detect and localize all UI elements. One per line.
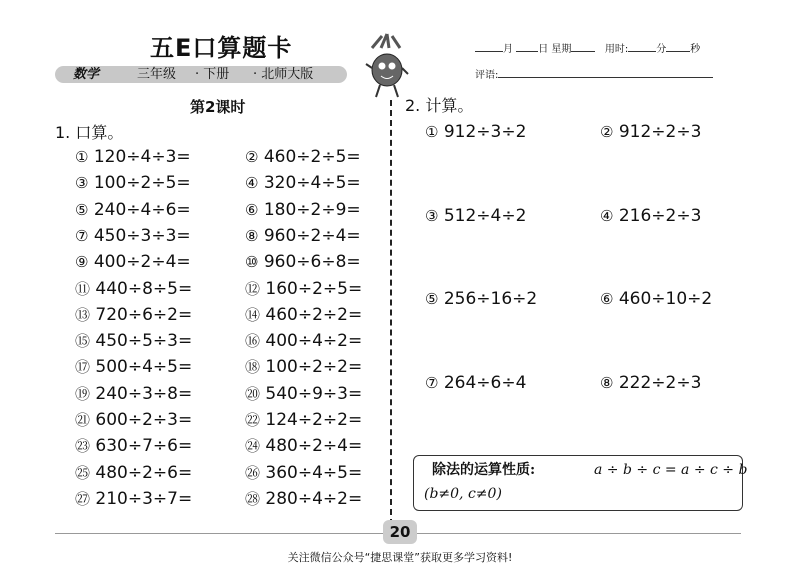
oral-problem xyxy=(75,489,192,509)
problem-number: ② xyxy=(600,123,614,141)
oral-problem xyxy=(75,357,192,377)
problem-expression: 160÷2÷5= xyxy=(265,278,363,299)
problem-number: ⑥ xyxy=(600,290,614,308)
problem-number: ㉕ xyxy=(75,463,91,482)
problem-number: ② xyxy=(245,148,259,166)
month-label: 月 xyxy=(503,44,513,55)
problem-number: ㉖ xyxy=(245,463,261,482)
month-field[interactable] xyxy=(475,42,503,52)
oral-problem xyxy=(245,279,362,299)
problem-number: ⑤ xyxy=(75,200,89,219)
problem-expression: 960÷6÷8= xyxy=(263,252,361,273)
problem-expression: 240÷4÷6= xyxy=(93,199,191,220)
card-title: 五E口算题卡 xyxy=(150,34,293,62)
seconds-label: 秒 xyxy=(690,44,701,55)
grade: 三年级 xyxy=(137,67,177,82)
dashed-divider xyxy=(390,100,392,525)
problem-expression: 912÷3÷2 xyxy=(443,122,527,142)
calc-problem xyxy=(425,122,526,142)
problem-expression: 500÷4÷5= xyxy=(95,357,193,378)
problem-number: ⑲ xyxy=(75,384,91,403)
problem-number: ⑮ xyxy=(75,332,91,351)
oral-problem xyxy=(245,173,361,193)
page-number: 20 xyxy=(383,520,417,544)
problem-number: ㉓ xyxy=(75,437,91,456)
calc-problem xyxy=(600,373,701,393)
oral-problem xyxy=(245,305,362,325)
oral-problem xyxy=(245,252,361,272)
problem-expression: 100÷2÷2= xyxy=(265,357,363,378)
problem-number: ⑥ xyxy=(245,200,259,219)
oral-problem xyxy=(75,279,192,299)
subject: 数学 xyxy=(73,67,100,82)
problem-number: ㉔ xyxy=(245,437,261,456)
problem-expression: 216÷2÷3 xyxy=(618,205,702,226)
problem-number: ㉑ xyxy=(75,411,91,429)
problem-expression: 450÷5÷3= xyxy=(95,331,193,352)
problem-expression: 124÷2÷2= xyxy=(265,410,363,430)
problem-number: ㉒ xyxy=(245,411,261,429)
calc-problem xyxy=(425,373,526,393)
problem-number: ④ xyxy=(600,206,614,225)
problem-number: ③ xyxy=(425,206,439,225)
calc-problem xyxy=(600,122,701,142)
problem-number: ⑩ xyxy=(245,253,259,272)
oral-problem xyxy=(245,147,361,167)
calc-problem xyxy=(425,289,537,309)
oral-problem xyxy=(75,147,191,167)
oral-problem xyxy=(75,463,192,483)
problem-expression: 120÷4÷3= xyxy=(93,147,191,167)
problem-expression: 280÷4÷2= xyxy=(265,488,363,509)
oral-problem xyxy=(245,200,361,220)
weekday-label: 星期 xyxy=(551,44,572,55)
comment-label: 评语: xyxy=(475,70,499,81)
problem-expression: 720÷6÷2= xyxy=(95,304,193,325)
problem-number: ⑤ xyxy=(425,290,439,308)
problem-expression: 450÷3÷3= xyxy=(93,225,191,246)
weekday-field[interactable] xyxy=(571,42,595,52)
problem-number: ④ xyxy=(245,174,259,193)
problem-expression: 960÷2÷4= xyxy=(263,225,361,246)
section2-heading: 2. 计算。 xyxy=(405,96,474,115)
oral-problem xyxy=(75,384,192,404)
problem-number: ⑬ xyxy=(75,305,91,324)
problem-expression: 540÷9÷3= xyxy=(265,383,363,404)
rule-title: 除法的运算性质: xyxy=(432,462,536,478)
problem-expression: 630÷7÷6= xyxy=(95,436,193,457)
oral-problem xyxy=(75,226,191,246)
problem-expression: 320÷4÷5= xyxy=(263,173,361,194)
problem-expression: 210÷3÷7= xyxy=(95,488,193,509)
day-field[interactable] xyxy=(516,42,538,52)
section1-heading: 1. 口算。 xyxy=(55,123,124,142)
problem-number: ⑦ xyxy=(75,226,89,245)
seconds-field[interactable] xyxy=(666,42,690,52)
oral-problem xyxy=(245,410,362,430)
problem-expression: 912÷2÷3 xyxy=(618,122,702,142)
comment-row xyxy=(475,68,713,82)
problem-expression: 480÷2÷6= xyxy=(95,462,193,483)
oral-problem xyxy=(245,489,362,509)
problem-number: ㉗ xyxy=(75,489,91,508)
footer-note: 关注微信公众号“捷思课堂”获取更多学习资料! xyxy=(287,551,513,564)
problem-expression: 222÷2÷3 xyxy=(618,372,702,393)
rule-box xyxy=(413,455,748,511)
problem-number: ⑯ xyxy=(245,332,261,351)
oral-problem xyxy=(245,331,362,351)
problem-expression: 400÷2÷4= xyxy=(93,252,191,273)
problem-number: ① xyxy=(425,123,439,141)
oral-problem xyxy=(75,436,192,456)
time-used-label: 用时: xyxy=(604,44,629,55)
problem-expression: 512÷4÷2 xyxy=(443,205,527,226)
problem-number: ⑳ xyxy=(245,384,261,403)
oral-problem xyxy=(245,226,361,246)
oral-problem xyxy=(245,463,362,483)
rule-formula: a ÷ b ÷ c = a ÷ c ÷ b xyxy=(594,462,748,478)
problem-number: ⑧ xyxy=(245,226,259,245)
edition: · 北师大版 xyxy=(253,67,314,82)
problem-number: ⑱ xyxy=(245,358,261,377)
problem-expression: 256÷16÷2 xyxy=(443,289,538,309)
oral-problem xyxy=(75,173,191,193)
minutes-field[interactable] xyxy=(628,42,656,52)
oral-problem xyxy=(245,436,362,456)
problem-expression: 440÷8÷5= xyxy=(95,278,193,299)
oral-problem xyxy=(245,384,362,404)
problem-number: ⑧ xyxy=(600,373,614,392)
calc-problem xyxy=(425,206,526,226)
subject-banner xyxy=(55,66,347,83)
oral-problem xyxy=(75,305,192,325)
oral-problem xyxy=(75,410,192,430)
oral-problem xyxy=(245,357,362,377)
problem-expression: 480÷2÷4= xyxy=(265,436,363,457)
problem-expression: 460÷10÷2 xyxy=(618,289,713,309)
rule-condition: (b≠0, c≠0) xyxy=(424,486,502,502)
problem-expression: 264÷6÷4 xyxy=(443,372,527,393)
problem-expression: 360÷4÷5= xyxy=(265,462,363,483)
problem-number: ⑪ xyxy=(75,279,91,298)
date-time-fields xyxy=(475,42,700,56)
calc-problem xyxy=(600,289,712,309)
book: · 下册 xyxy=(195,67,230,82)
problem-expression: 600÷2÷3= xyxy=(95,410,193,430)
problem-expression: 100÷2÷5= xyxy=(93,173,191,194)
oral-problem xyxy=(75,200,191,220)
problem-number: ㉘ xyxy=(245,489,261,508)
minutes-label: 分 xyxy=(656,44,667,55)
oral-problem xyxy=(75,252,191,272)
oral-problem xyxy=(75,331,192,351)
day-label: 日 xyxy=(538,44,549,55)
problem-number: ⑰ xyxy=(75,358,91,377)
comment-field[interactable] xyxy=(498,68,713,78)
radish-mascot-icon xyxy=(362,30,412,102)
problem-expression: 460÷2÷2= xyxy=(265,304,363,325)
problem-number: ⑫ xyxy=(245,279,261,298)
problem-expression: 180÷2÷9= xyxy=(263,199,361,220)
problem-number: ⑨ xyxy=(75,253,89,272)
problem-expression: 460÷2÷5= xyxy=(263,147,361,167)
problem-number: ⑭ xyxy=(245,305,261,324)
problem-number: ③ xyxy=(75,174,89,193)
problem-number: ① xyxy=(75,148,89,166)
problem-expression: 240÷3÷8= xyxy=(95,383,193,404)
problem-number: ⑦ xyxy=(425,373,439,392)
calc-problem xyxy=(600,206,701,226)
problem-expression: 400÷4÷2= xyxy=(265,331,363,352)
lesson-title: 第2课时 xyxy=(190,98,246,116)
